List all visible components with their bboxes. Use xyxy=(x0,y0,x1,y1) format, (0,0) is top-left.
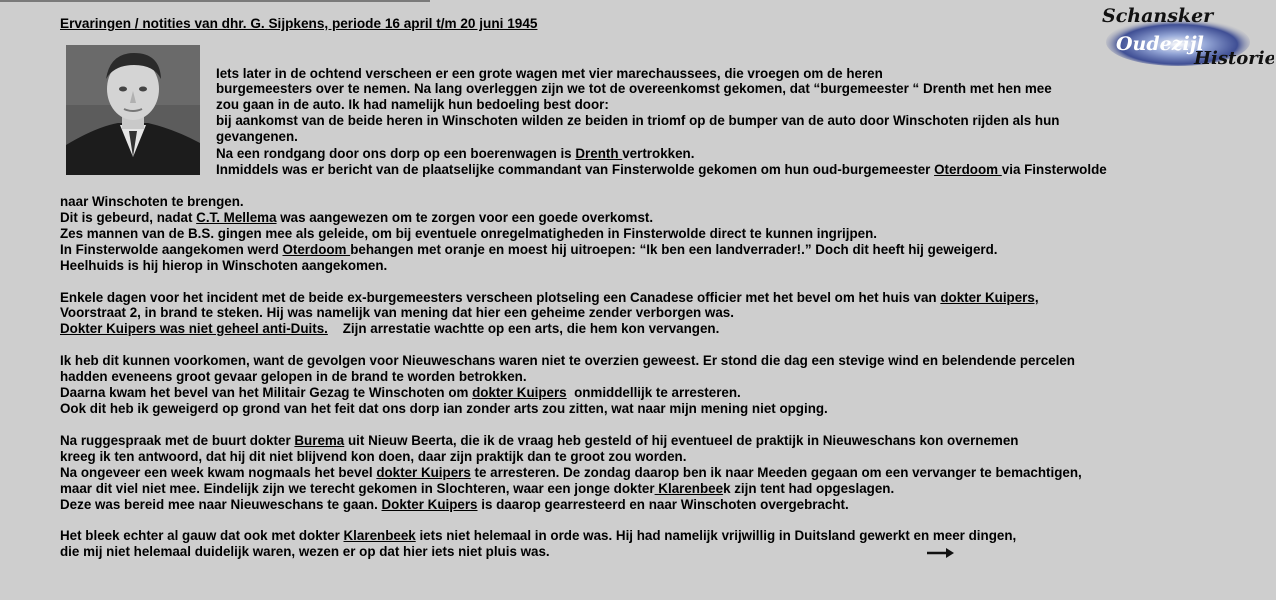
link-drenth[interactable]: Drenth xyxy=(575,146,623,161)
link-klarenbeek-2[interactable]: Klarenbeek xyxy=(343,528,416,543)
intro-line-6: Na een rondgang door ons dorp op een boerenwagen is Drenth vertrokken. xyxy=(216,146,695,161)
page-title: Ervaringen / notities van dhr. G. Sijpkens, periode 16 april t/m 20 juni 1945 xyxy=(60,16,538,31)
intro-line-5: gevangenen. xyxy=(216,129,298,144)
link-klarenbeek-1[interactable]: Klarenbee xyxy=(654,481,724,496)
p3-line-4: Ook dit heb ik geweigerd op grond van het feit dat ons dorp ian zonder arts zou zitten, wat naar mijn mening niet opging. xyxy=(60,401,828,416)
intro-line-2: burgemeesters over te nemen. Na lang overleggen zijn we tot de overeenkomst gekomen, dat “burgemeester “ Drenth met hen mee xyxy=(216,81,1052,96)
p5-line-1: Het bleek echter al gauw dat ook met dokter Klarenbeek iets niet helemaal in orde was. Hij had namelijk vrijwillig in Duitsland gewerkt en meer dingen, xyxy=(60,528,1017,543)
p2-line-3: Dokter Kuipers was niet geheel anti-Duits. Zijn arrestatie wachtte op een arts, die hem kon vervangen. xyxy=(60,321,720,336)
p1-line-1: naar Winschoten te brengen. xyxy=(60,194,244,209)
link-kuipers-4[interactable]: dokter Kuipers xyxy=(376,465,471,480)
link-burema[interactable]: Burema xyxy=(294,433,345,448)
p4-line-4: maar dit viel niet mee. Eindelijk zijn we terecht gekomen in Slochteren, waar een jonge dokter Klarenbeek zijn tent had opgeslagen. xyxy=(60,481,895,496)
svg-text:Historie: Historie xyxy=(1194,48,1274,68)
portrait-photo xyxy=(66,45,200,175)
intro-line-1: Iets later in de ochtend verscheen er een grote wagen met vier marechaussees, die vroegen om de heren xyxy=(216,66,883,81)
p5-line-2: die mij niet helemaal duidelijk waren, wezen er op dat hier iets niet pluis was. xyxy=(60,544,550,559)
link-kuipers-2[interactable]: Dokter Kuipers was niet geheel anti-Duits. xyxy=(60,321,328,336)
p3-line-1: Ik heb dit kunnen voorkomen, want de gevolgen voor Nieuweschans waren niet te overzien geweest. Er stond die dag een stevige wind en belendende percelen xyxy=(60,353,1075,368)
link-mellema[interactable]: C.T. Mellema xyxy=(196,210,277,225)
p2-line-2: Voorstraat 2, in brand te steken. Hij was namelijk van mening dat hier een geheime zender verborgen was. xyxy=(60,305,734,320)
svg-text:Schansker: Schansker xyxy=(1102,5,1214,27)
p4-line-1: Na ruggespraak met de buurt dokter Burema uit Nieuw Beerta, die ik de vraag heb gesteld of hij eventueel de praktijk in Nieuweschans kon overnemen xyxy=(60,433,1019,448)
p3-line-3: Daarna kwam het bevel van het Militair Gezag te Winschoten om dokter Kuipers onmiddellijk te arresteren. xyxy=(60,385,741,400)
link-kuipers-1[interactable]: dokter Kuipers, xyxy=(940,290,1039,305)
p1-line-3: Zes mannen van de B.S. gingen mee als geleide, om bij eventuele onregelmatigheden in Finsterwolde direct te kunnen ingrijpen. xyxy=(60,226,878,241)
p1-line-4: In Finsterwolde aangekomen werd Oterdoom behangen met oranje en moest hij uitroepen: “Ik ben een landverrader!.” Doch dit heeft hij geweigerd. xyxy=(60,242,998,257)
intro-line-3: zou gaan in de auto. Ik had namelijk hun bedoeling best door: xyxy=(216,97,609,112)
link-kuipers-3[interactable]: dokter Kuipers xyxy=(472,385,567,400)
p1-line-5: Heelhuids is hij hierop in Winschoten aangekomen. xyxy=(60,258,388,273)
p4-line-5: Deze was bereid mee naar Nieuweschans te gaan. Dokter Kuipers is daarop gearresteerd en naar Winschoten overgebracht. xyxy=(60,497,849,512)
p4-line-2: kreeg ik ten antwoord, dat hij dit niet blijvend kon doen, daar zijn praktijk dan te groot zou worden. xyxy=(60,449,687,464)
p2-line-1: Enkele dagen voor het incident met de beide ex-burgemeesters verscheen plotseling een Canadese officier met het bevel om het huis van dokter Kuipers, xyxy=(60,290,1039,305)
p1-line-2: Dit is gebeurd, nadat C.T. Mellema was aangewezen om te zorgen voor een goede overkomst. xyxy=(60,210,654,225)
p4-line-3: Na ongeveer een week kwam nogmaals het bevel dokter Kuipers te arresteren. De zondag daarop ben ik naar Meeden gegaan om een vervanger te bemachtigen, xyxy=(60,465,1082,480)
link-oterdoom-2[interactable]: Oterdoom xyxy=(282,242,351,257)
intro-line-7: Inmiddels was er bericht van de plaatselijke commandant van Finsterwolde gekomen om hun oud-burgemeester Oterdoom via Finsterwolde xyxy=(216,162,1107,177)
svg-text:Oudezijl: Oudezijl xyxy=(1116,33,1204,55)
site-logo[interactable] xyxy=(1098,2,1274,68)
intro-line-4: bij aankomst van de beide heren in Winschoten wilden ze beiden in triomf op de bumper van de auto door Winschoten rijden als hun xyxy=(216,113,1060,128)
top-divider xyxy=(0,0,430,2)
link-oterdoom[interactable]: Oterdoom xyxy=(934,162,1002,177)
link-kuipers-5[interactable]: Dokter Kuipers xyxy=(381,497,478,512)
p3-line-2: hadden eveneens groot gevaar gelopen in de brand te worden betrokken. xyxy=(60,369,527,384)
next-arrow-icon[interactable] xyxy=(926,546,956,560)
